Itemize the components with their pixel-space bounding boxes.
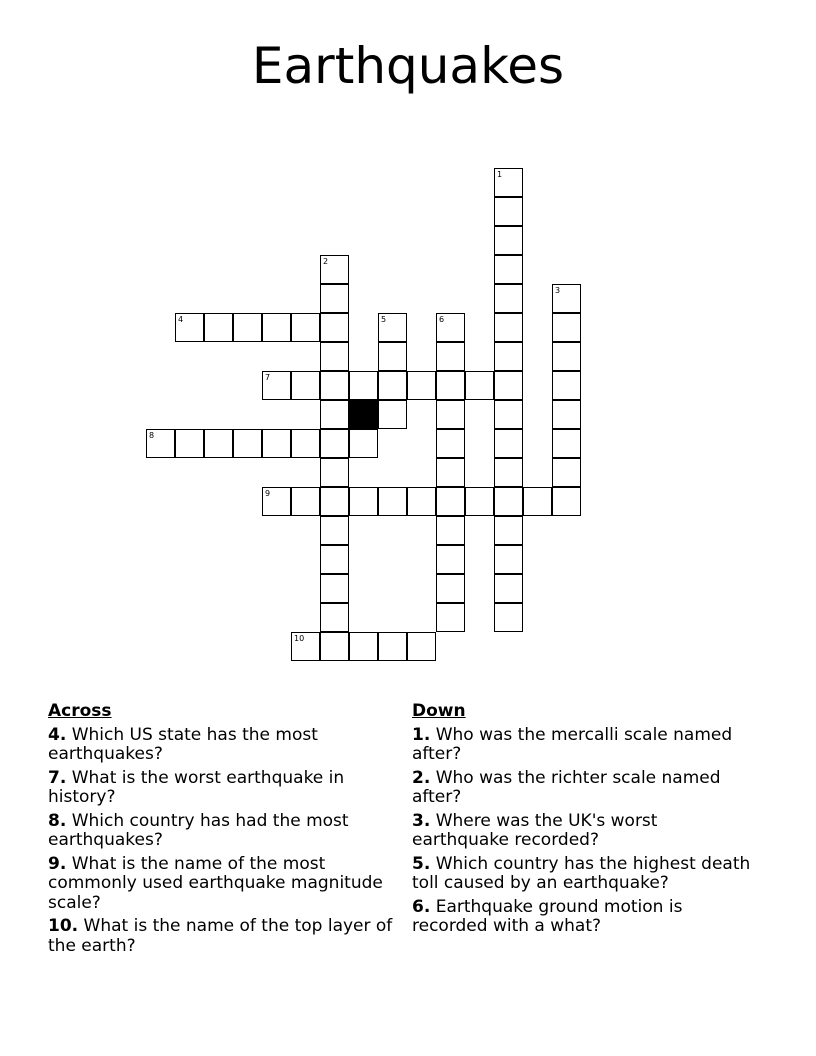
grid-cell[interactable] <box>407 371 436 400</box>
grid-cell[interactable] <box>146 429 175 458</box>
grid-cell[interactable] <box>436 400 465 429</box>
grid-cell[interactable] <box>494 603 523 632</box>
grid-cell[interactable] <box>436 487 465 516</box>
grid-cell[interactable] <box>320 429 349 458</box>
clue-across-7 <box>48 769 398 808</box>
clue-text: Which US state has the most earthquakes? <box>48 724 318 764</box>
grid-cell[interactable] <box>320 458 349 487</box>
grid-cell[interactable] <box>262 313 291 342</box>
down-clues <box>412 702 757 941</box>
grid-cell[interactable] <box>175 313 204 342</box>
clue-text: Earthquake ground motion is recorded with a what? <box>412 896 683 936</box>
clue-text: What is the name of the top layer of the earth? <box>48 916 393 956</box>
clue-number: 1. <box>412 724 431 745</box>
clue-down-6 <box>412 898 757 937</box>
grid-cell[interactable] <box>552 487 581 516</box>
grid-cell[interactable] <box>436 516 465 545</box>
clue-number: 6. <box>412 896 431 917</box>
clue-down-3 <box>412 812 757 851</box>
grid-cell[interactable] <box>233 313 262 342</box>
grid-cell[interactable] <box>320 255 349 284</box>
grid-cell[interactable] <box>436 603 465 632</box>
grid-cell[interactable] <box>262 487 291 516</box>
grid-cell[interactable] <box>378 342 407 371</box>
across-clues <box>48 702 398 960</box>
grid-cell[interactable] <box>523 487 552 516</box>
grid-cell[interactable] <box>552 400 581 429</box>
grid-cell[interactable] <box>320 487 349 516</box>
clue-text: Which country has the highest death toll caused by an earthquake? <box>412 853 751 893</box>
grid-cell[interactable] <box>349 429 378 458</box>
grid-cell[interactable] <box>494 458 523 487</box>
grid-cell[interactable] <box>494 342 523 371</box>
clue-number: 5. <box>412 853 431 874</box>
grid-cell[interactable] <box>291 313 320 342</box>
clue-number: 8. <box>48 810 67 831</box>
grid-cell[interactable] <box>494 226 523 255</box>
clue-number: 9. <box>48 853 67 874</box>
clue-text: What is the worst earthquake in history? <box>48 767 345 807</box>
grid-cell[interactable] <box>349 632 378 661</box>
clue-text: Who was the richter scale named after? <box>412 767 721 807</box>
grid-cell[interactable] <box>494 255 523 284</box>
clue-number-label: 5 <box>381 315 387 324</box>
grid-cell[interactable] <box>494 371 523 400</box>
grid-cell[interactable] <box>378 632 407 661</box>
grid-cell[interactable] <box>436 429 465 458</box>
down-heading: Down <box>412 701 466 721</box>
grid-cell[interactable] <box>465 371 494 400</box>
grid-cell[interactable] <box>320 574 349 603</box>
grid-cell[interactable] <box>436 313 465 342</box>
clue-number: 7. <box>48 767 67 788</box>
grid-cell[interactable] <box>494 516 523 545</box>
grid-cell[interactable] <box>291 632 320 661</box>
clue-down-5 <box>412 855 757 894</box>
grid-cell[interactable] <box>436 371 465 400</box>
clue-number-label: 1 <box>497 170 503 179</box>
clue-number: 3. <box>412 810 431 831</box>
clue-number: 10. <box>48 916 79 936</box>
clue-number: 4. <box>48 724 67 745</box>
clue-down-2 <box>412 769 757 808</box>
clue-number-label: 6 <box>439 315 445 324</box>
grid-cell[interactable] <box>494 574 523 603</box>
grid-cell[interactable] <box>494 197 523 226</box>
grid-cell[interactable] <box>494 487 523 516</box>
puzzle-title: Earthquakes <box>251 37 565 95</box>
clue-number-label: 9 <box>265 489 271 498</box>
grid-cell[interactable] <box>494 400 523 429</box>
grid-cell[interactable] <box>291 487 320 516</box>
grid-cell[interactable] <box>320 545 349 574</box>
across-heading: Across <box>48 701 112 721</box>
grid-cell[interactable] <box>552 458 581 487</box>
grid-cell[interactable] <box>233 429 262 458</box>
grid-cell[interactable] <box>436 574 465 603</box>
grid-cell[interactable] <box>407 487 436 516</box>
grid-cell[interactable] <box>436 342 465 371</box>
grid-cell[interactable] <box>494 313 523 342</box>
clue-text: Where was the UK's worst earthquake recorded? <box>412 810 658 850</box>
grid-cell[interactable] <box>552 371 581 400</box>
clue-number-label: 2 <box>323 257 329 266</box>
grid-cell[interactable] <box>494 284 523 313</box>
grid-cell[interactable] <box>320 603 349 632</box>
grid-cell[interactable] <box>494 429 523 458</box>
grid-cell[interactable] <box>291 371 320 400</box>
clue-down-1 <box>412 726 757 765</box>
grid-cell[interactable] <box>320 516 349 545</box>
clue-number: 2. <box>412 767 431 788</box>
grid-cell[interactable] <box>320 632 349 661</box>
grid-cell[interactable] <box>320 371 349 400</box>
grid-cell[interactable] <box>349 487 378 516</box>
grid-cell[interactable] <box>494 168 523 197</box>
grid-cell[interactable] <box>320 342 349 371</box>
grid-cell[interactable] <box>494 545 523 574</box>
grid-cell[interactable] <box>291 429 320 458</box>
grid-cell[interactable] <box>378 400 407 429</box>
grid-cell[interactable] <box>320 313 349 342</box>
grid-cell[interactable] <box>465 487 494 516</box>
grid-cell[interactable] <box>378 371 407 400</box>
grid-cell[interactable] <box>320 284 349 313</box>
grid-cell[interactable] <box>407 632 436 661</box>
grid-cell[interactable] <box>552 342 581 371</box>
clue-number-label: 4 <box>178 315 184 324</box>
clue-number-label: 7 <box>265 373 271 382</box>
black-square <box>349 400 378 429</box>
grid-cell[interactable] <box>378 313 407 342</box>
clue-across-10 <box>48 917 398 956</box>
clue-number-label: 8 <box>149 431 155 440</box>
clue-across-9 <box>48 855 398 914</box>
clue-number-label: 3 <box>555 286 561 295</box>
clue-text: Who was the mercalli scale named after? <box>412 724 733 764</box>
clue-text: Which country has had the most earthquakes? <box>48 810 349 850</box>
grid-cell[interactable] <box>175 429 204 458</box>
grid-cell[interactable] <box>262 429 291 458</box>
grid-cell[interactable] <box>436 458 465 487</box>
grid-cell[interactable] <box>552 429 581 458</box>
clue-across-8 <box>48 812 398 851</box>
grid-cell[interactable] <box>204 313 233 342</box>
grid-cell[interactable] <box>349 371 378 400</box>
clue-text: What is the name of the most commonly used earthquake magnitude scale? <box>48 853 383 913</box>
clue-number-label: 10 <box>294 634 305 643</box>
grid-cell[interactable] <box>378 487 407 516</box>
grid-cell[interactable] <box>552 313 581 342</box>
grid-cell[interactable] <box>552 284 581 313</box>
grid-cell[interactable] <box>436 545 465 574</box>
clue-across-4 <box>48 726 398 765</box>
grid-cell[interactable] <box>262 371 291 400</box>
grid-cell[interactable] <box>320 400 349 429</box>
grid-cell[interactable] <box>204 429 233 458</box>
